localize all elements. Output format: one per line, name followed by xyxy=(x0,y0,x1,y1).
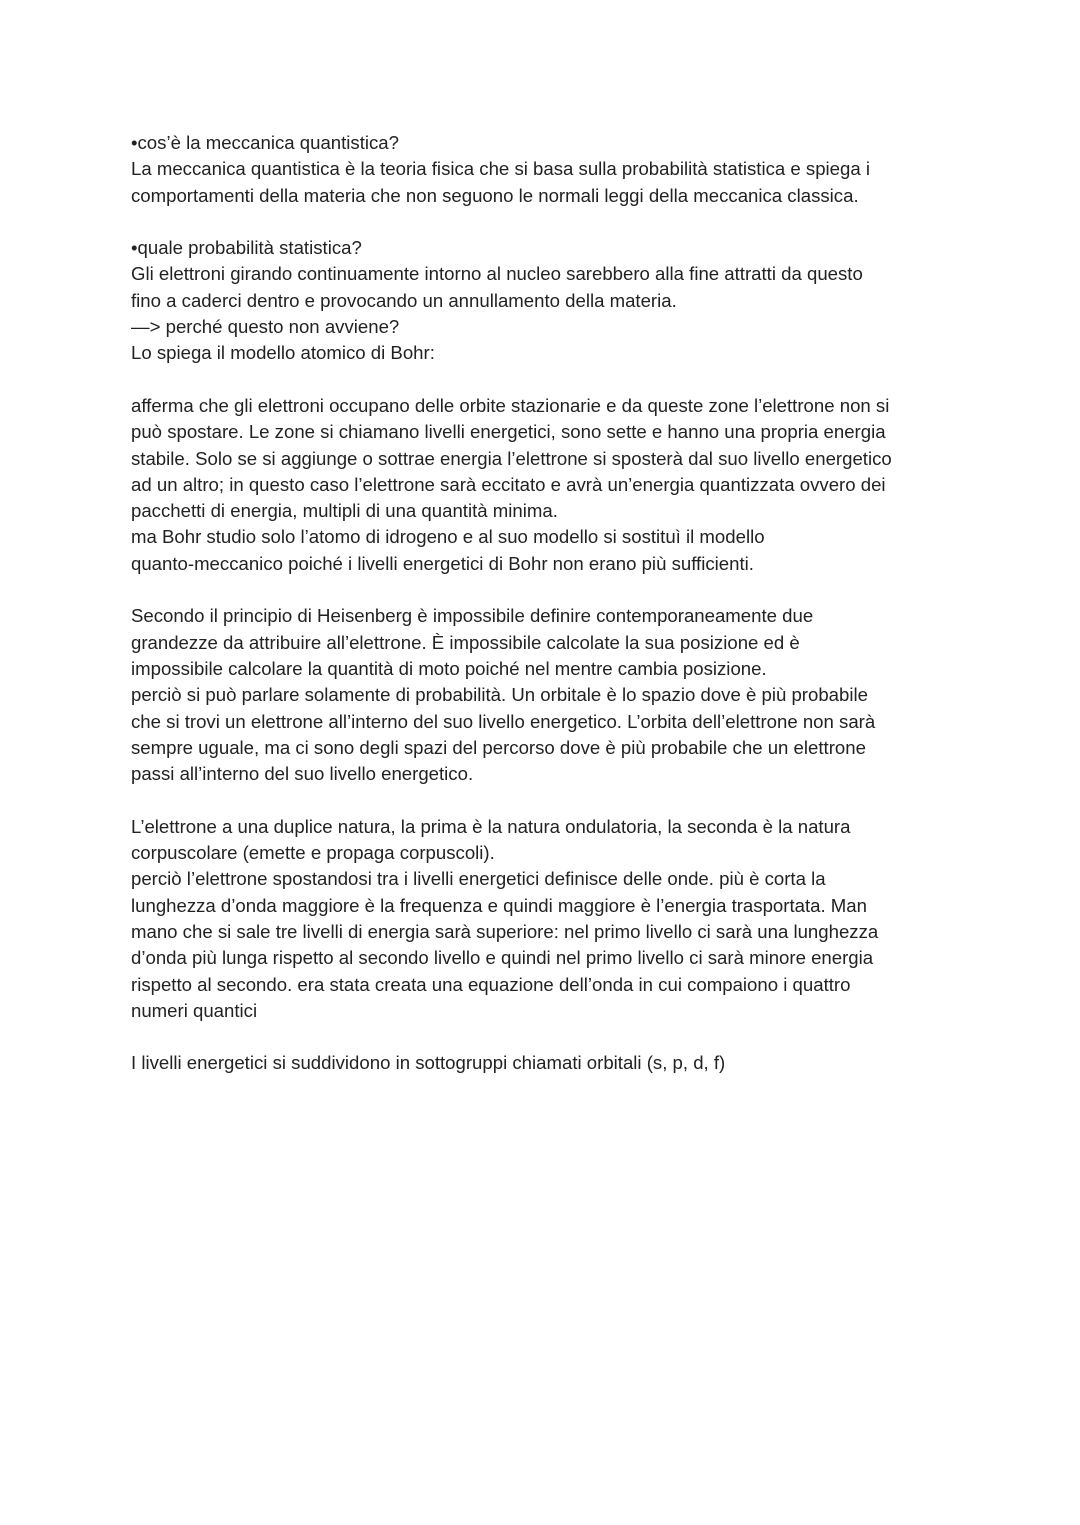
nature-paragraph-line: rispetto al secondo. era stata creata una equazione dell’onda in cui compaiono i quattro xyxy=(131,973,851,995)
nature-paragraph-line: L’elettrone a una duplice natura, la prima è la natura ondulatoria, la seconda è la natura xyxy=(131,815,851,837)
bohr-paragraph-line: quanto-meccanico poiché i livelli energetici di Bohr non erano più sufficienti. xyxy=(131,552,754,574)
arrow-question: —> perché questo non avviene? xyxy=(131,316,400,338)
heisenberg-paragraph-line: grandezze da attribuire all’elettrone. È impossibile calcolate la sua posizione ed è xyxy=(131,631,800,653)
paragraph-gap xyxy=(131,577,961,603)
paragraph-gap xyxy=(131,787,961,813)
orbitals-line: I livelli energetici si suddividono in sottogruppi chiamati orbitali (s, p, d, f) xyxy=(131,1052,726,1074)
bohr-intro: Lo spiega il modello atomico di Bohr: xyxy=(131,342,435,364)
bohr-paragraph-line: afferma che gli elettroni occupano delle orbite stazionarie e da queste zone l’elettrone non si xyxy=(131,394,890,416)
answer-line: fino a caderci dentro e provocando un annullamento della materia. xyxy=(131,289,677,311)
nature-paragraph-line: lunghezza d’onda maggiore è la frequenza e quindi maggiore è l’energia trasportata. Man xyxy=(131,894,867,916)
nature-paragraph-line: corpuscolare (emette e propaga corpuscoli). xyxy=(131,842,495,864)
nature-paragraph-line: numeri quantici xyxy=(131,999,258,1021)
answer-line: comportamenti della materia che non seguono le normali leggi della meccanica classica. xyxy=(131,184,859,206)
heisenberg-paragraph-line: impossibile calcolare la quantità di moto poiché nel mentre cambia posizione. xyxy=(131,657,767,679)
heisenberg-paragraph-line: che si trovi un elettrone all’interno del suo livello energetico. L’orbita dell’elettrone non sarà xyxy=(131,710,876,732)
heisenberg-paragraph-line: Secondo il principio di Heisenberg è impossibile definire contemporaneamente due xyxy=(131,605,814,627)
paragraph-gap xyxy=(131,209,961,235)
heisenberg-paragraph-line: passi all’interno del suo livello energetico. xyxy=(131,763,474,785)
nature-paragraph-line: perciò l’elettrone spostandosi tra i livelli energetici definisce delle onde. più è corta la xyxy=(131,868,826,890)
nature-paragraph-line: mano che si sale tre livelli di energia sarà superiore: nel primo livello ci sarà una lunghezza xyxy=(131,920,879,942)
answer-line: Gli elettroni girando continuamente intorno al nucleo sarebbero alla fine attratti da questo xyxy=(131,263,863,285)
document-body xyxy=(131,130,961,1077)
nature-paragraph-line: d’onda più lunga rispetto al secondo livello e quindi nel primo livello ci sarà minore energia xyxy=(131,947,874,969)
paragraph-gap xyxy=(131,1024,961,1050)
bohr-paragraph-line: stabile. Solo se si aggiunge o sottrae energia l’elettrone si sposterà dal suo livello energetico xyxy=(131,447,892,469)
bohr-paragraph-line: ma Bohr studio solo l’atomo di idrogeno e al suo modello si sostituì il modello xyxy=(131,526,765,548)
heisenberg-paragraph-line: perciò si può parlare solamente di probabilità. Un orbitale è lo spazio dove è più probabile xyxy=(131,684,868,706)
bohr-paragraph-line: può spostare. Le zone si chiamano livelli energetici, sono sette e hanno una propria energia xyxy=(131,421,886,443)
bohr-paragraph-line: ad un altro; in questo caso l’elettrone sarà eccitato e avrà un’energia quantizzata ovvero dei xyxy=(131,473,886,495)
bohr-paragraph-line: pacchetti di energia, multipli di una quantità minima. xyxy=(131,500,558,522)
heisenberg-paragraph-line: sempre uguale, ma ci sono degli spazi del percorso dove è più probabile che un elettrone xyxy=(131,736,866,758)
question-heading: •quale probabilità statistica? xyxy=(131,237,362,259)
answer-line: La meccanica quantistica è la teoria fisica che si basa sulla probabilità statistica e spiega i xyxy=(131,158,870,180)
question-heading: •cos’è la meccanica quantistica? xyxy=(131,132,399,153)
paragraph-gap xyxy=(131,367,961,393)
